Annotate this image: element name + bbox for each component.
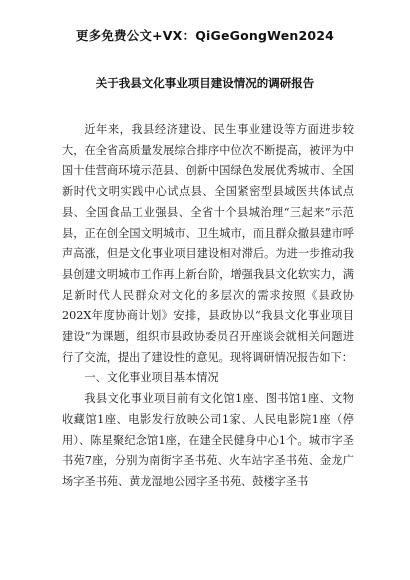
watermark-header: 更多免费公文+VX：QiGeGongWen2024: [75, 28, 335, 43]
section-heading: 一、文化事业项目基本情况: [84, 371, 219, 385]
intro-paragraph: 近年来，我县经济建设、民生事业建设等方面进步较大，在全省高质量发展综合排序中位次不断提高，被评为中国十佳营商环境示范县、创新中国绿色发展优秀城市、全国新时代文明实践中心试点县、全国紧密型县域医共体试点县、全国食品工业强县、全省十个县城治理“三起来”示范县，正在创全国文明城市、卫生城市，而且群众撤县建市呼声高涨，但是文化事业项目建设相对滞后。为进一步推动我县创建文明城市工作再上新台阶，增强我县文化软实力，满足新时代人民群众对文化的多层次的需求按照《县政协202X年度协商计划》安排，县政协以“我县文化事业项目建设”为课题，组织市县政协委员召开座谈会就相关问题进行了交流，提出了建设性的意见。现将调研情况报告如下：: [62, 123, 354, 364]
section-paragraph: 我县文化事业项目前有文化馆1座、图书馆1座、文物收藏馆1座、电影发行放映公司1家、人民电影院1座（停用）、陈星聚纪念馆1座，在建全民健身中心1个。城市字圣书苑7座，分别为南街字圣书苑、火车站字圣书苑、金龙广场字圣书苑、黄龙湿地公园字圣书苑、鼓楼字圣书: [62, 392, 354, 488]
document-title: 关于我县文化事业项目建设情况的调研报告: [95, 76, 315, 90]
document-body: [62, 120, 354, 493]
